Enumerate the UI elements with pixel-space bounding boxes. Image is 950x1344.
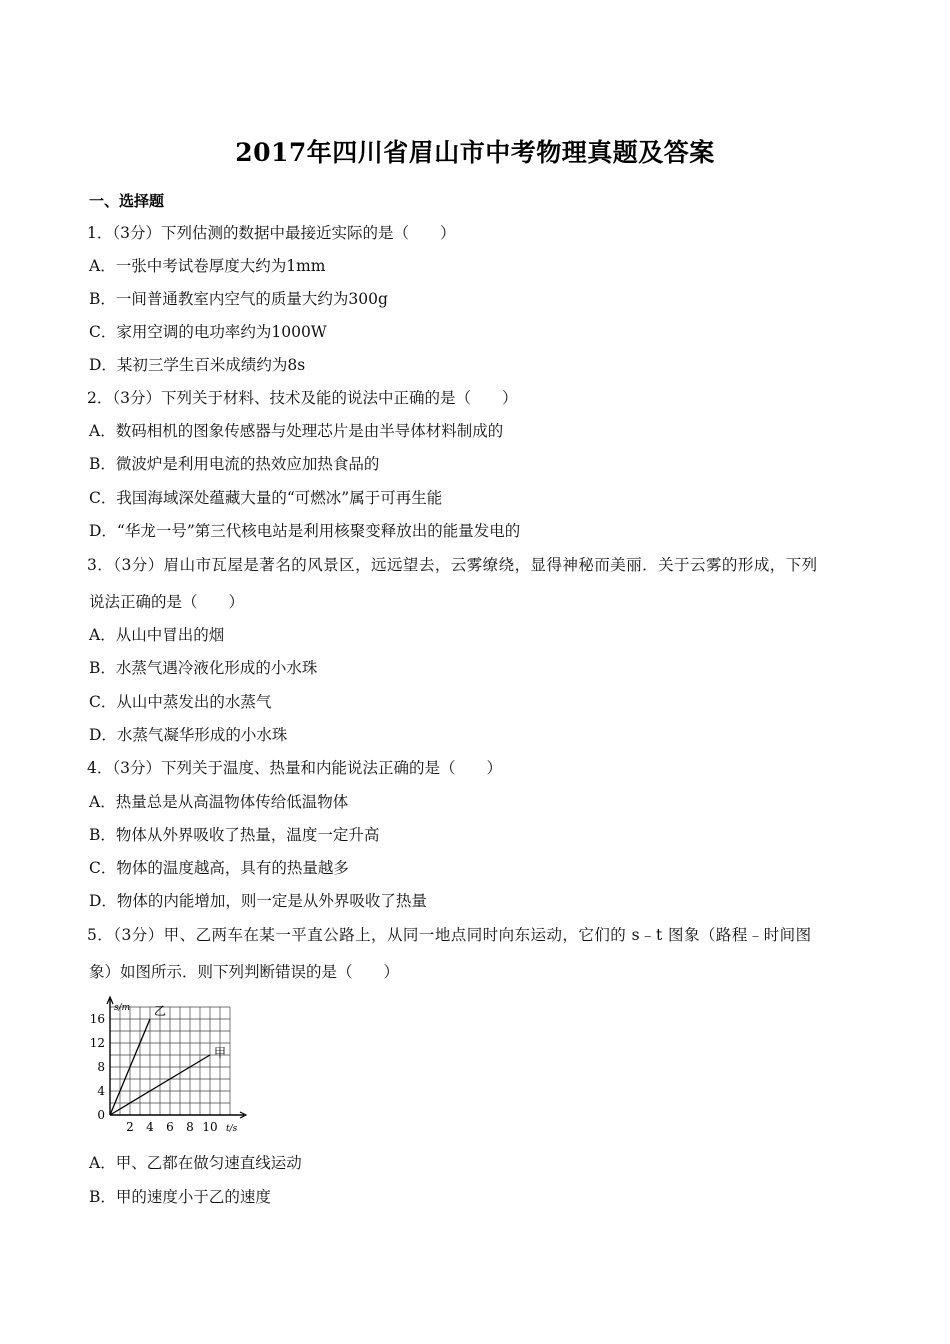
question-1-option-c: C．家用空调的电功率约为1000W [89, 323, 327, 341]
x-tick-label: 8 [186, 1120, 194, 1134]
question-5-stem-line-2: 象）如图所示．则下列判断错误的是（ ） [89, 963, 400, 981]
x-tick-label: 4 [146, 1120, 154, 1134]
x-tick-label: 2 [126, 1120, 134, 1134]
question-1-option-b: B．一间普通教室内空气的质量大约为300g [89, 290, 388, 308]
question-3-option-b: B．水蒸气遇冷液化形成的小水珠 [89, 659, 318, 677]
question-4-option-d: D．物体的内能增加，则一定是从外界吸收了热量 [89, 892, 427, 910]
question-3-stem-line-2: 说法正确的是（ ） [89, 593, 245, 611]
y-tick-label: 16 [90, 1012, 105, 1026]
question-5-stem-line-1: 5．（3分）甲、乙两车在某一平直公路上，从同一地点同时向东运动，它们的 s﹣t 图象（路程﹣时间图 [87, 926, 812, 944]
y-tick-label: 8 [97, 1060, 105, 1074]
st-graph [90, 995, 290, 1135]
question-2-option-b: B．微波炉是利用电流的热效应加热食品的 [89, 455, 380, 473]
series-label: 甲 [214, 1046, 227, 1060]
question-4-stem: 4．（3分）下列关于温度、热量和内能说法正确的是（ ） [87, 759, 502, 777]
question-2-option-c: C．我国海域深处蕴藏大量的“可燃冰”属于可再生能 [89, 489, 443, 507]
series-label: 乙 [154, 1004, 167, 1018]
question-1-option-a: A．一张中考试卷厚度大约为1mm [89, 257, 326, 275]
y-axis-label: s/m [114, 1003, 131, 1013]
question-3-option-a: A．从山中冒出的烟 [89, 626, 225, 644]
question-2-option-d: D．“华龙一号”第三代核电站是利用核聚变释放出的能量发电的 [89, 522, 521, 540]
question-2-option-a: A．数码相机的图象传感器与处理芯片是由半导体材料制成的 [89, 422, 504, 440]
question-4-option-c: C．物体的温度越高，具有的热量越多 [89, 859, 349, 877]
question-2-stem: 2．（3分）下列关于材料、技术及能的说法中正确的是（ ） [87, 389, 518, 407]
y-tick-label: 12 [90, 1036, 105, 1050]
question-5-option-b: B．甲的速度小于乙的速度 [89, 1188, 271, 1206]
question-4-option-a: A．热量总是从高温物体传给低温物体 [89, 793, 349, 811]
x-axis-label: t/s [226, 1124, 238, 1134]
question-3-option-c: C．从山中蒸发出的水蒸气 [89, 693, 272, 711]
page-title: 2017年四川省眉山市中考物理真题及答案 [235, 138, 715, 167]
question-1-stem: 1．（3分）下列估测的数据中最接近实际的是（ ） [87, 224, 456, 242]
question-3-stem-line-1: 3．（3分）眉山市瓦屋是著名的风景区，远远望去，云雾缭绕，显得神秘而美丽．关于云雾的形成，下列 [87, 556, 818, 574]
x-tick-label: 6 [166, 1120, 174, 1134]
question-5-option-a: A．甲、乙都在做匀速直线运动 [89, 1154, 302, 1172]
y-tick-label: 4 [97, 1084, 105, 1098]
x-tick-label: 10 [202, 1120, 218, 1134]
question-4-option-b: B．物体从外界吸收了热量，温度一定升高 [89, 826, 380, 844]
question-3-option-d: D．水蒸气凝华形成的小水珠 [89, 726, 288, 744]
question-1-option-d: D．某初三学生百米成绩约为8s [89, 356, 306, 374]
section-heading: 一、选择题 [89, 192, 165, 210]
y-tick-label: 0 [97, 1108, 105, 1122]
